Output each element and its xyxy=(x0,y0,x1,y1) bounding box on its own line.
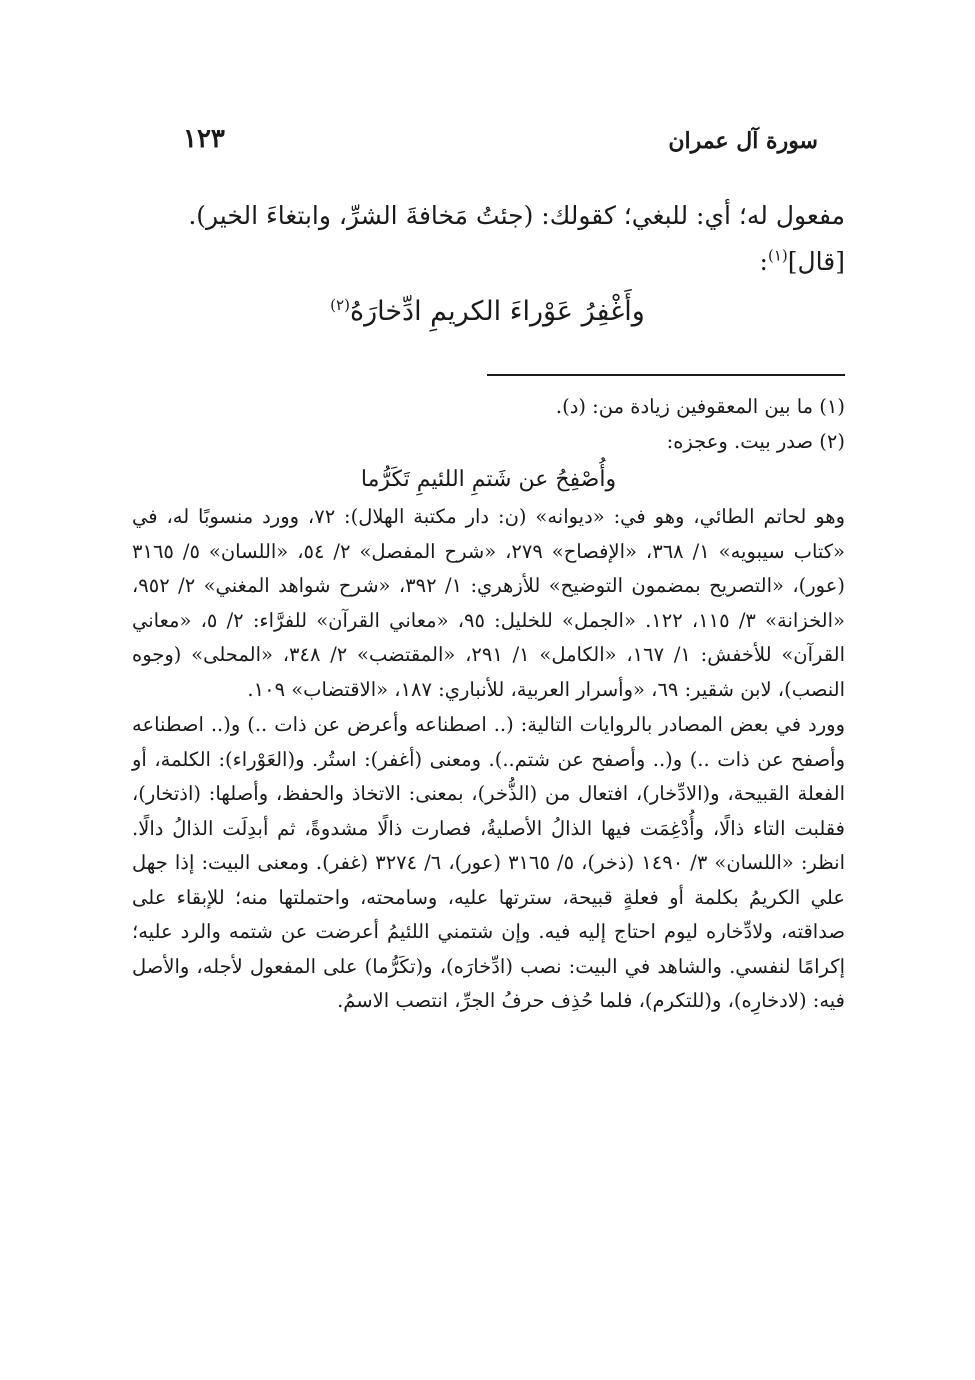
main-line-2 xyxy=(130,239,845,285)
footnote-2: (٢) صدر بيت. وعجزه: xyxy=(666,429,845,453)
colon: : xyxy=(759,247,768,276)
page-number: ١٢٣ xyxy=(183,124,225,154)
running-header-title: سورة آل عمران xyxy=(668,128,818,154)
poetry-verse xyxy=(130,289,845,335)
footnotes xyxy=(132,390,845,1019)
footnote-verse: وأُصْفِحُ عن شَتمِ اللئيمِ تَكَرُّما xyxy=(360,467,617,492)
footnote-sources-paragraph: وهو لحاتم الطائي، وهو في: «ديوانه» (ن: دار مكتبة الهلال): ٧٢، وورد منسوبًا له، في «كتاب سيبويه» ١/ ٣٦٨، «الإفصاح» ٢٧٩، «شرح المفصل» ٢/ ٥٤، «اللسان» ٥/ ٣١٦٥ (عور)، «التصريح بمضمون التوضيح» للأزهري: ١/ ٣٩٢، «شرح شواهد المغني» ٢/ ٩٥٢، «الخزانة» ٣/ ١١٥، ١٢٢. «الجمل» للخليل: ٩٥، «معاني القرآن» للفرَّاء: ٢/ ٥، «معاني القرآن» للأخفش: ١/ ١٦٧، «الكامل» ١/ ٢٩١، «المقتضب» ٢/ ٣٤٨، «المحلى» (وجوه النصب)، لابن شقير: ٦٩، «وأسرار العربية، للأنباري: ١٨٧، «الاقتضاب» ١٠٩. xyxy=(132,505,845,701)
footnote-separator xyxy=(487,374,845,376)
footnote-commentary-paragraph: وورد في بعض المصادر بالروايات التالية: (.. اصطناعه وأعرض عن ذات ..) و(.. اصطناعه وأصفح عن ذات ..) و(.. وأصفح عن شتم..). ومعنى (أغفر): استُر. و(العَوْراء): الكلمة، أو الفعلة القبيحة، و(الادِّخار)، افتعال من (الذُّخر)، بمعنى: الاتخاذ والحفظ، وأصلها: (اذتخار)، فقلبت التاء ذالًا، وأُدْغِمَت فيها الذالُ الأصليةُ، فصارت ذالًا مشدوةً، ثم أبدِلَت الذالُ دالًا. انظر: «اللسان» ٣/ ١٤٩٠ (ذخر)، ٥/ ٣١٦٥ (عور)، ٦/ ٣٢٧٤ (غفر). ومعنى البيت: إذا جهل علي الكريمُ بكلمة أو فعلةٍ قبيحة، سترتها عليه، وسامحته، واحتملتها منه؛ للإبقاء على صداقته، ولادِّخاره ليوم احتاج إليه فيه. وإن شتمني اللئيمُ أعرضت عن شتمه والرد عليه؛ إكرامًا لنفسي. والشاهد في البيت: نصب (ادِّخارَه)، و(تكَرُّما) على المفعول لأجله، والأصل فيه: (لادخارِه)، و(للتكرم)، فلما حُذِف حرفُ الجرِّ، انتصب الاسمُ. xyxy=(132,713,845,1012)
footnote-ref-2: (٢) xyxy=(330,296,350,314)
main-line-1: مفعول له؛ أي: للبغي؛ كقولك: (جئتُ مَخافةَ الشرِّ، وابتغاءَ الخير). xyxy=(188,201,845,230)
verse-text: وأَغْفِرُ عَوْراءَ الكريمِ ادِّخارَهُ xyxy=(349,296,645,327)
footnote-ref-1: (١) xyxy=(767,246,788,265)
bracketed-word: [قال] xyxy=(787,247,845,276)
main-text xyxy=(130,193,845,335)
footnote-1: (١) ما بين المعقوفين زيادة من: (د). xyxy=(555,395,845,418)
